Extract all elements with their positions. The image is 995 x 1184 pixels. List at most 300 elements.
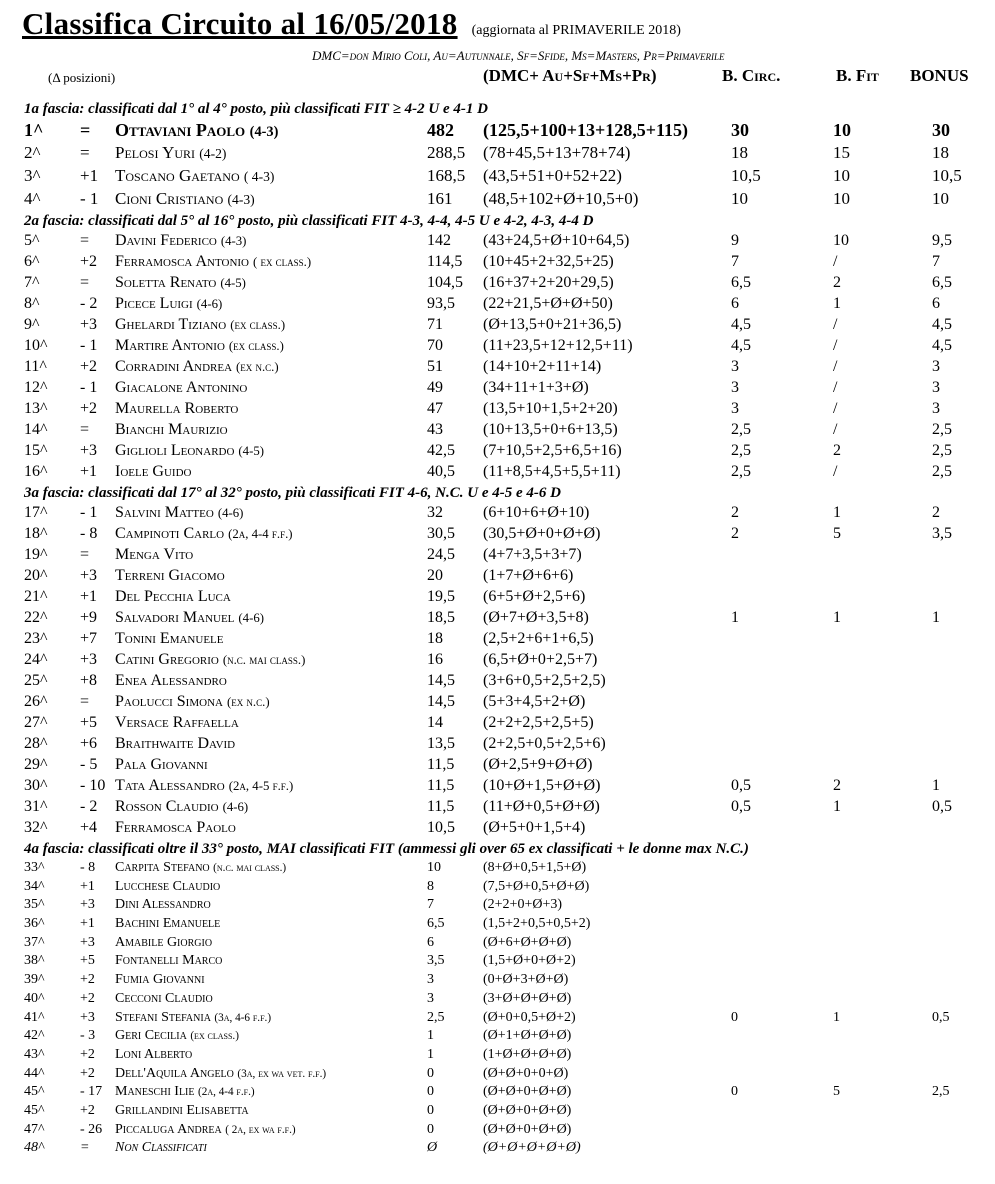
player-name (115, 358, 279, 376)
table-row (0, 1028, 995, 1047)
abbreviation-legend: DMC=don Mirio Coli, Au=Autunnale, Sf=Sfide, Ms=Masters, Pr=Primaverile (312, 48, 725, 63)
table-row (0, 442, 995, 463)
table-row (0, 463, 995, 484)
delta-cell: - 1 (80, 189, 99, 208)
player-note: (4-6) (217, 506, 244, 520)
delta-cell: +2 (80, 400, 98, 417)
title-row (22, 6, 681, 42)
points-cell: 482 (427, 120, 454, 140)
band-label: 2a fascia: classificati dal 5° al 16° posto, più classificati FIT 4-3, 4-4, 4-5 U e 4-2, 4-3, 4-4 D (24, 213, 594, 229)
table-row (0, 274, 995, 295)
rank-cell: 32^ (24, 819, 48, 836)
formula-cell: (8+Ø+0,5+1,5+Ø) (483, 860, 587, 875)
player-note: (4-3) (227, 192, 255, 207)
band-3 (0, 484, 995, 840)
delta-cell: +1 (80, 463, 98, 480)
name-text: Bachini Emanuele (115, 916, 221, 932)
player-name (115, 143, 226, 163)
table-row (0, 567, 995, 588)
formula-cell: (13,5+10+1,5+2+20) (483, 400, 618, 417)
points-cell: 43 (427, 421, 443, 438)
name-text: Terreni Giacomo (115, 567, 225, 584)
name-text: Ottaviani Paolo (115, 120, 246, 140)
bonus-cell: 2,5 (932, 421, 952, 438)
table-row (0, 897, 995, 916)
b-circ-cell: 7 (731, 253, 739, 270)
b-fit-cell: 15 (833, 143, 850, 162)
rank-cell: 40^ (24, 990, 45, 1006)
rank-cell: 43^ (24, 1046, 45, 1062)
rank-cell: 19^ (24, 546, 48, 563)
player-name (115, 189, 255, 209)
b-circ-cell: 6 (731, 295, 739, 312)
b-circ-cell: 0 (731, 1009, 738, 1025)
player-note: (ex class.) (228, 339, 284, 353)
player-name (115, 253, 311, 271)
name-text: Ghelardi Tiziano (115, 316, 227, 333)
delta-cell: +3 (80, 1009, 95, 1025)
bonus-cell: 0,5 (932, 798, 952, 815)
b-fit-cell: 1 (833, 609, 841, 626)
player-name (115, 232, 246, 250)
rank-cell: 42^ (24, 1028, 45, 1044)
b-fit-cell: 1 (833, 798, 841, 815)
player-name (115, 1047, 192, 1063)
table-row (0, 253, 995, 274)
b-circ-cell: 2 (731, 504, 739, 521)
rank-cell: 3^ (24, 166, 41, 185)
delta-cell: = (80, 143, 90, 162)
name-text: Fontanelli Marco (115, 953, 223, 969)
points-cell: 3 (427, 990, 434, 1006)
rank-cell: 27^ (24, 714, 48, 731)
player-note: (2a, 4-5 f.f.) (228, 779, 294, 793)
name-text: Toscano Gaetano (115, 166, 240, 185)
formula-cell: (6+5+Ø+2,5+6) (483, 588, 586, 605)
table-row (0, 166, 995, 189)
formula-cell: (22+21,5+Ø+Ø+50) (483, 295, 613, 312)
rank-cell: 18^ (24, 525, 48, 542)
name-text: Grillandini Elisabetta (115, 1102, 249, 1118)
name-text: Tonini Emanuele (115, 630, 224, 647)
name-text: Tata Alessandro (115, 777, 225, 794)
rank-cell: 47^ (24, 1121, 45, 1137)
rank-cell: 31^ (24, 798, 48, 815)
points-cell: 104,5 (427, 274, 463, 291)
name-text: Loni Alberto (115, 1046, 193, 1062)
player-note: (2a, 4-4 f.f.) (198, 1086, 255, 1099)
points-cell: 168,5 (427, 166, 466, 185)
b-fit-cell: 5 (833, 1084, 840, 1100)
delta-cell: - 2 (80, 798, 98, 815)
name-text: Enea Alessandro (115, 672, 227, 689)
bonus-cell: 4,5 (932, 337, 952, 354)
formula-cell: (11+8,5+4,5+5,5+11) (483, 463, 621, 480)
name-text: Lucchese Claudio (115, 878, 221, 894)
rank-cell: 41^ (24, 1009, 45, 1025)
formula-cell: (43,5+51+0+52+22) (483, 166, 622, 185)
rank-cell: 12^ (24, 379, 48, 396)
formula-cell: (Ø+2,5+9+Ø+Ø) (483, 756, 593, 773)
table-row (0, 819, 995, 840)
bonus-cell: 30 (932, 120, 950, 140)
b-fit-cell: / (833, 316, 838, 333)
bonus-cell: 3 (932, 358, 940, 375)
delta-cell: +3 (80, 442, 98, 459)
b-circ-cell: 0,5 (731, 798, 751, 815)
band-header (0, 100, 995, 120)
points-cell: 161 (427, 189, 453, 208)
rank-cell: 20^ (24, 567, 48, 584)
player-note: (4-5) (238, 444, 265, 458)
player-note: (4-3) (249, 124, 279, 140)
player-name (115, 714, 239, 732)
player-name (115, 1010, 271, 1026)
player-name (115, 1066, 326, 1082)
name-text: Catini Gregorio (115, 651, 219, 668)
rank-cell: 17^ (24, 504, 48, 521)
rank-cell: 23^ (24, 630, 48, 647)
player-note: ( 4-3) (243, 169, 275, 184)
b-circ-cell: 30 (731, 120, 749, 140)
rank-cell: 2^ (24, 143, 41, 162)
player-name (115, 1122, 296, 1138)
name-text: Rosson Claudio (115, 798, 219, 815)
name-text: Ferramosca Antonio (115, 253, 249, 270)
b-circ-cell: 18 (731, 143, 748, 162)
points-cell: 8 (427, 878, 434, 894)
delta-cell: +3 (80, 934, 95, 950)
table-row (0, 337, 995, 358)
player-note: (ex class.) (230, 318, 286, 332)
player-note: (4-2) (199, 146, 227, 161)
rank-cell: 48^ (24, 1140, 44, 1156)
band-label: 3a fascia: classificati dal 17° al 32° posto, più classificati FIT 4-6, N.C. U e 4-5 e 4-6 D (24, 485, 561, 501)
name-text: Bianchi Maurizio (115, 421, 228, 438)
points-cell: 93,5 (427, 295, 455, 312)
points-cell: 0 (427, 1121, 434, 1137)
table-row (0, 935, 995, 954)
formula-cell: (43+24,5+Ø+10+64,5) (483, 232, 630, 249)
table-row (0, 735, 995, 756)
b-fit-cell: 10 (833, 232, 849, 249)
rank-cell: 16^ (24, 463, 48, 480)
points-cell: 10,5 (427, 819, 455, 836)
points-cell: 42,5 (427, 442, 455, 459)
table-row (0, 504, 995, 525)
points-cell: 13,5 (427, 735, 455, 752)
player-name (115, 860, 286, 876)
formula-cell: (16+37+2+20+29,5) (483, 274, 614, 291)
player-name (115, 567, 225, 585)
rank-cell: 14^ (24, 421, 48, 438)
formula-cell: (10+13,5+0+6+13,5) (483, 421, 618, 438)
bonus-cell: 6 (932, 295, 940, 312)
name-text: Ioele Guido (115, 463, 192, 480)
name-text: Fumia Giovanni (115, 972, 205, 988)
player-note: (2a, 4-4 f.f.) (228, 527, 293, 541)
formula-cell: (78+45,5+13+78+74) (483, 143, 631, 162)
formula-cell: (2+2,5+0,5+2,5+6) (483, 735, 606, 752)
delta-cell: +3 (80, 316, 98, 333)
points-cell: 30,5 (427, 525, 455, 542)
table-row (0, 609, 995, 630)
b-fit-cell: / (833, 379, 838, 396)
table-row (0, 672, 995, 693)
formula-cell: (11+Ø+0,5+Ø+Ø) (483, 798, 600, 815)
name-text: Stefani Stefania (115, 1009, 211, 1025)
points-cell: 19,5 (427, 588, 455, 605)
delta-cell: +2 (80, 1046, 95, 1062)
player-name (115, 274, 246, 292)
bonus-cell: 18 (932, 143, 949, 162)
header-b-fit: B. Fit (836, 66, 879, 85)
delta-cell: = (80, 421, 90, 438)
player-name (115, 588, 231, 606)
delta-cell: - 17 (80, 1084, 103, 1100)
table-row (0, 1084, 995, 1103)
player-name (115, 991, 213, 1007)
player-name (115, 756, 208, 774)
formula-cell: (30,5+Ø+0+Ø+Ø) (483, 525, 601, 542)
table-row (0, 798, 995, 819)
rank-cell: 6^ (24, 253, 40, 270)
formula-cell: (0+Ø+3+Ø+Ø) (483, 972, 569, 988)
b-circ-cell: 3 (731, 358, 739, 375)
table-row (0, 588, 995, 609)
table-row (0, 651, 995, 672)
header-bonus: BONUS (910, 66, 969, 85)
b-circ-cell: 2,5 (731, 463, 751, 480)
delta-cell: +2 (80, 990, 95, 1006)
player-name (115, 442, 264, 460)
player-note: (n.c. mai class.) (213, 862, 287, 874)
player-name (115, 504, 243, 522)
formula-cell: (Ø+5+0+1,5+4) (483, 819, 586, 836)
player-note: (3a, 4-6 f.f.) (214, 1011, 272, 1024)
page-title: Classifica Circuito al 16/05/2018 (22, 6, 458, 41)
b-circ-cell: 3 (731, 400, 739, 417)
b-circ-cell: 2,5 (731, 421, 751, 438)
player-note: (ex n.c.) (236, 360, 279, 374)
band-header (0, 484, 995, 504)
name-text: Pelosi Yuri (115, 143, 196, 162)
player-note: (n.c. mai class.) (222, 653, 306, 667)
points-cell: 20 (427, 567, 443, 584)
name-text: Dini Alessandro (115, 897, 211, 913)
delta-cell: +4 (80, 819, 98, 836)
rank-cell: 35^ (24, 897, 45, 913)
player-name (115, 630, 223, 648)
delta-cell: - 1 (80, 504, 98, 521)
player-name (115, 120, 278, 141)
points-cell: 142 (427, 232, 451, 249)
band-label: 1a fascia: classificati dal 1° al 4° posto, più classificati FIT ≥ 4-2 U e 4-1 D (24, 101, 488, 117)
b-circ-cell: 1 (731, 609, 739, 626)
rank-cell: 34^ (24, 878, 45, 894)
points-cell: 14 (427, 714, 443, 731)
player-name (115, 525, 293, 543)
bonus-cell: 4,5 (932, 316, 952, 333)
delta-cell: +1 (80, 878, 95, 894)
player-name (115, 897, 211, 913)
rank-cell: 26^ (24, 693, 48, 710)
b-circ-cell: 6,5 (731, 274, 751, 291)
player-note: (3a, ex wa vet. f.f.) (237, 1067, 327, 1080)
table-row (0, 1047, 995, 1066)
table-row (0, 953, 995, 972)
bonus-cell: 2,5 (932, 463, 952, 480)
b-fit-cell: 1 (833, 504, 841, 521)
rank-cell: 45^ (24, 1102, 45, 1118)
bonus-cell: 2 (932, 504, 940, 521)
delta-cell: +1 (80, 916, 95, 932)
player-name (115, 337, 284, 355)
bonus-cell: 10 (932, 189, 949, 208)
delta-cell: - 2 (80, 295, 98, 312)
points-cell: 14,5 (427, 672, 455, 689)
b-fit-cell: 10 (833, 120, 851, 140)
player-name (115, 546, 193, 564)
table-row (0, 630, 995, 651)
table-row (0, 1122, 995, 1141)
player-name (115, 798, 248, 816)
formula-cell: (Ø+13,5+0+21+36,5) (483, 316, 622, 333)
rank-cell: 30^ (24, 777, 48, 794)
table-row (0, 232, 995, 253)
points-cell: 1 (427, 1028, 434, 1044)
table-row (0, 400, 995, 421)
name-text: Martire Antonio (115, 337, 225, 354)
player-name (115, 953, 222, 969)
delta-cell: - 26 (80, 1121, 103, 1137)
formula-cell: (1,5+2+0,5+0,5+2) (483, 916, 591, 932)
player-name (115, 316, 285, 334)
table-row (0, 120, 995, 143)
formula-cell: (2,5+2+6+1+6,5) (483, 630, 594, 647)
name-text: Ferramosca Paolo (115, 819, 236, 836)
rank-cell: 25^ (24, 672, 48, 689)
delta-cell: - 3 (80, 1028, 96, 1044)
b-circ-cell: 2 (731, 525, 739, 542)
delta-cell: +5 (80, 953, 95, 969)
rank-cell: 36^ (24, 916, 45, 932)
rank-cell: 4^ (24, 189, 41, 208)
delta-cell: - 8 (80, 860, 96, 875)
delta-cell: +2 (80, 358, 98, 375)
table-row (0, 1140, 995, 1159)
points-cell: 0 (427, 1084, 434, 1100)
band-1 (0, 100, 995, 212)
b-fit-cell: 10 (833, 166, 850, 185)
name-text: Versace Raffaella (115, 714, 239, 731)
update-note: (aggiornata al PRIMAVERILE 2018) (471, 23, 681, 38)
formula-cell: (6+10+6+Ø+10) (483, 504, 590, 521)
points-cell: 3 (427, 972, 434, 988)
table-row (0, 756, 995, 777)
player-note: (4-6) (222, 800, 249, 814)
player-name (115, 463, 191, 481)
b-circ-cell: 10 (731, 189, 748, 208)
points-cell: 3,5 (427, 953, 445, 969)
player-name (115, 1084, 255, 1100)
player-name (115, 379, 247, 397)
formula-cell: (34+11+1+3+Ø) (483, 379, 589, 396)
rank-cell: 21^ (24, 588, 48, 605)
points-cell: 11,5 (427, 777, 455, 794)
table-row (0, 143, 995, 166)
band-header (0, 212, 995, 232)
bonus-cell: 6,5 (932, 274, 952, 291)
player-name (115, 1028, 239, 1044)
b-circ-cell: 2,5 (731, 442, 751, 459)
delta-cell: +5 (80, 714, 98, 731)
delta-cell: +2 (80, 1065, 95, 1081)
b-fit-cell: / (833, 358, 838, 375)
player-name (115, 935, 212, 951)
delta-cell: +6 (80, 735, 98, 752)
delta-cell: +1 (80, 588, 98, 605)
rank-cell: 37^ (24, 934, 45, 950)
formula-cell: (14+10+2+11+14) (483, 358, 602, 375)
player-name (115, 166, 274, 186)
bonus-cell: 3 (932, 379, 940, 396)
formula-cell: (2+2+0+Ø+3) (483, 897, 563, 913)
table-row (0, 316, 995, 337)
b-fit-cell: 5 (833, 525, 841, 542)
b-circ-cell: 4,5 (731, 316, 751, 333)
player-note: ( 2a, ex wa f.f.) (225, 1123, 296, 1136)
rank-cell: 33^ (24, 860, 45, 875)
delta-cell: = (80, 232, 90, 249)
header-b-circ: B. Circ. (722, 66, 781, 85)
rank-cell: 24^ (24, 651, 48, 668)
rank-cell: 29^ (24, 756, 48, 773)
table-row (0, 879, 995, 898)
name-text: Del Pecchia Luca (115, 588, 231, 605)
rank-cell: 15^ (24, 442, 48, 459)
table-row (0, 525, 995, 546)
points-cell: 114,5 (427, 253, 463, 270)
points-cell: 11,5 (427, 756, 455, 773)
points-cell: 18,5 (427, 609, 455, 626)
name-text: Dell'Aquila Angelo (115, 1065, 234, 1081)
bonus-cell: 1 (932, 609, 940, 626)
formula-cell: (Ø+7+Ø+3,5+8) (483, 609, 589, 626)
name-text: Non Classificati (115, 1140, 207, 1156)
player-note: (ex class.) (190, 1030, 239, 1043)
rank-cell: 9^ (24, 316, 40, 333)
rank-cell: 10^ (24, 337, 48, 354)
table-row (0, 1066, 995, 1085)
delta-cell: +3 (80, 651, 98, 668)
player-name (115, 693, 270, 711)
formula-cell: (125,5+100+13+128,5+115) (483, 120, 689, 140)
points-cell: Ø (427, 1140, 438, 1156)
name-text: Salvadori Manuel (115, 609, 235, 626)
name-text: Picece Luigi (115, 295, 193, 312)
formula-cell: (3+6+0,5+2,5+2,5) (483, 672, 606, 689)
points-cell: 18 (427, 630, 443, 647)
player-note: (ex n.c.) (226, 695, 270, 709)
formula-cell: (7+10,5+2,5+6,5+16) (483, 442, 622, 459)
b-fit-cell: 2 (833, 777, 841, 794)
player-note: ( ex class.) (253, 255, 312, 269)
name-text: Maneschi Ilie (115, 1084, 195, 1100)
formula-cell: (Ø+Ø+0+Ø+Ø) (483, 1121, 572, 1137)
b-fit-cell: 10 (833, 189, 850, 208)
name-text: Piccaluga Andrea (115, 1121, 222, 1137)
